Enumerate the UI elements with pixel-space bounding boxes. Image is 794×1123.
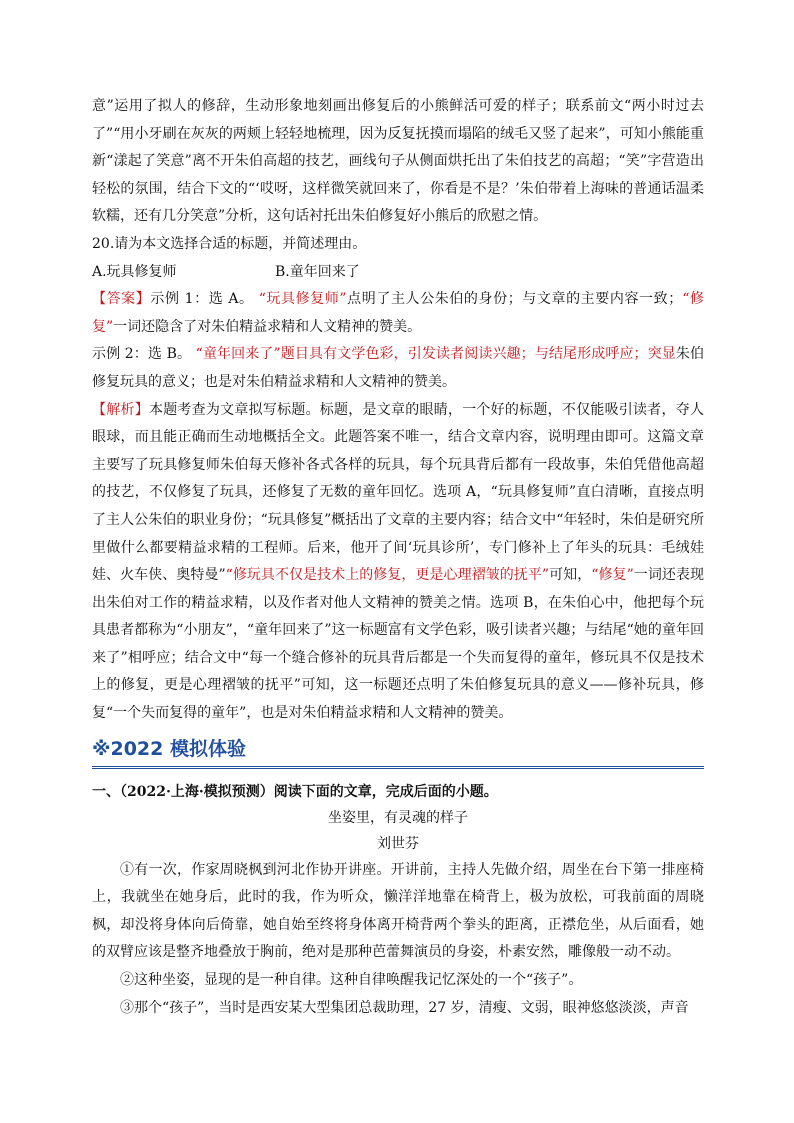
article-author: 刘世芬	[377, 835, 419, 852]
analysis-segment: 一词还表现出朱伯对工作的精益求精，以及作者对他人文精神的赞美之情。选项 B，在朱伯心中，他把每个玩具患者都称为“小朋友”，“童年回来了”这一标题富有文学色彩，吸引读者兴趣；与结尾“她的童年回来了”相呼应；结合文中“每一个缝合修补的玩具背后都是一个失而复得的童年，修玩具不仅是技术上的修复，更是心理褶皱的抚平”可知，这一标题还点明了朱伯修复玩具的意义——修补玩具，修复“一个失而复得的童年”，也是对朱伯精益求精和人文精神的赞美。	[92, 567, 704, 722]
section-title: ※2022 模拟体验	[92, 734, 704, 769]
answer1-segment: 【答案】	[92, 291, 151, 308]
question-20: 20.请为本文选择合适的标题，并简述理由。	[92, 235, 367, 252]
answer1-segment: 示例 1：选 A。	[150, 291, 259, 308]
question-options	[92, 259, 704, 287]
analysis-segment: “修玩具不仅是技术上的修复，更是心理褶皱的抚平”	[225, 567, 550, 584]
article-paragraph-1: ①有一次，作家周晓枫到河北作协开讲座。开讲前，主持人先做介绍，周坐在台下第一排座椅上，我就坐在她身后，此时的我，作为听众，懒洋洋地靠在椅背上，极为放松，可我前面的周晓枫，却没将身体向后倚靠，她自始至终将身体离开椅背两个拳头的距离，正襟危坐，从后面看，她的双臂应该是整齐地叠放于胸前，绝对是那种芭蕾舞演员的身姿，朴素安然，雕像般一动不动。	[92, 861, 704, 961]
answer1-segment: 一词还隐含了对朱伯精益求精和人文精神的赞美。	[113, 318, 422, 335]
answer1-segment: “玩具修复师”	[258, 291, 347, 308]
para_intro-segment: 意”运用了拟人的修辞，生动形象地刻画出修复后的小熊鲜活可爱的样子；联系前文“两小时过去了”“用小牙刷在灰灰的两颊上轻轻地梳理，因为反复抚摸而塌陷的绒毛又竖了起来”，可知小熊能重新“漾起了笑意”离不开朱伯高超的技艺，画线句子从侧面烘托出了朱伯技艺的高超；“笑”字营造出轻松的氛围，结合下文的“‘哎呀，这样微笑就回来了，你看是不是？’朱伯带着上海味的普通话温柔软糯，还有几分笑意”分析，这句话衬托出朱伯修复好小熊后的欣慰之情。	[92, 98, 704, 225]
option-a: A.玩具修复师	[92, 263, 177, 280]
intro-paragraph	[92, 93, 704, 231]
answer-example-2	[92, 341, 704, 396]
page-content	[92, 93, 704, 1022]
article-paragraph-3: ③那个“孩子”，当时是西安某大型集团总裁助理，27 岁，清瘦、文弱，眼神悠悠淡淡，声音	[120, 999, 689, 1016]
analysis-paragraph	[92, 397, 704, 728]
article-title: 坐姿里，有灵魂的样子	[328, 809, 468, 826]
option-b: B.童年回来了	[275, 263, 360, 280]
analysis-segment: “修复”	[591, 567, 634, 584]
answer2-segment: 朱伯修复玩具的意义；也是对朱伯精益求精和人文精神的赞美。	[92, 346, 705, 390]
answer-example-1	[92, 286, 704, 341]
analysis-segment: 可知，	[549, 567, 592, 584]
answer2-segment: “童年回来了”题目具有文学色彩，引发读者阅读兴趣；与结尾形成呼应；突显	[195, 346, 676, 363]
reading-question-intro: 一、（2022·上海·模拟预测）阅读下面的文章，完成后面的小题。	[92, 783, 498, 800]
analysis-segment: 【解析】	[92, 401, 149, 418]
article-paragraph-2: ②这种坐姿，显现的是一种自律。这种自律唤醒我记忆深处的一个“孩子”。	[120, 972, 583, 989]
answer1-segment: “修复”	[92, 291, 704, 335]
analysis-segment: 本题考查为文章拟写标题。标题，是文章的眼睛，一个好的标题，不仅能吸引读者，夺人眼球，而且能正确而生动地概括全文。此题答案不唯一，结合文章内容，说明理由即可。这篇文章主要写了玩具修复师朱伯每天修补各式各样的玩具，每个玩具背后都有一段故事，朱伯凭借他高超的技艺，不仅修复了玩具，还修复了无数的童年回忆。选项 A，“玩具修复师”直白清晰，直接点明了主人公朱伯的职业身份；“玩具修复”概括出了文章的主要内容；结合文中“年轻时，朱伯是研究所里做什么都要精益求精的工程师。后来，他开了间‘玩具诊所’，专门修补上了年头的玩具：毛绒娃娃、火车侠、奥特曼”	[92, 401, 704, 584]
answer2-segment: 示例 2：选 B。	[92, 346, 196, 363]
answer1-segment: 点明了主人公朱伯的身份；与文章的主要内容一致；	[346, 291, 683, 308]
